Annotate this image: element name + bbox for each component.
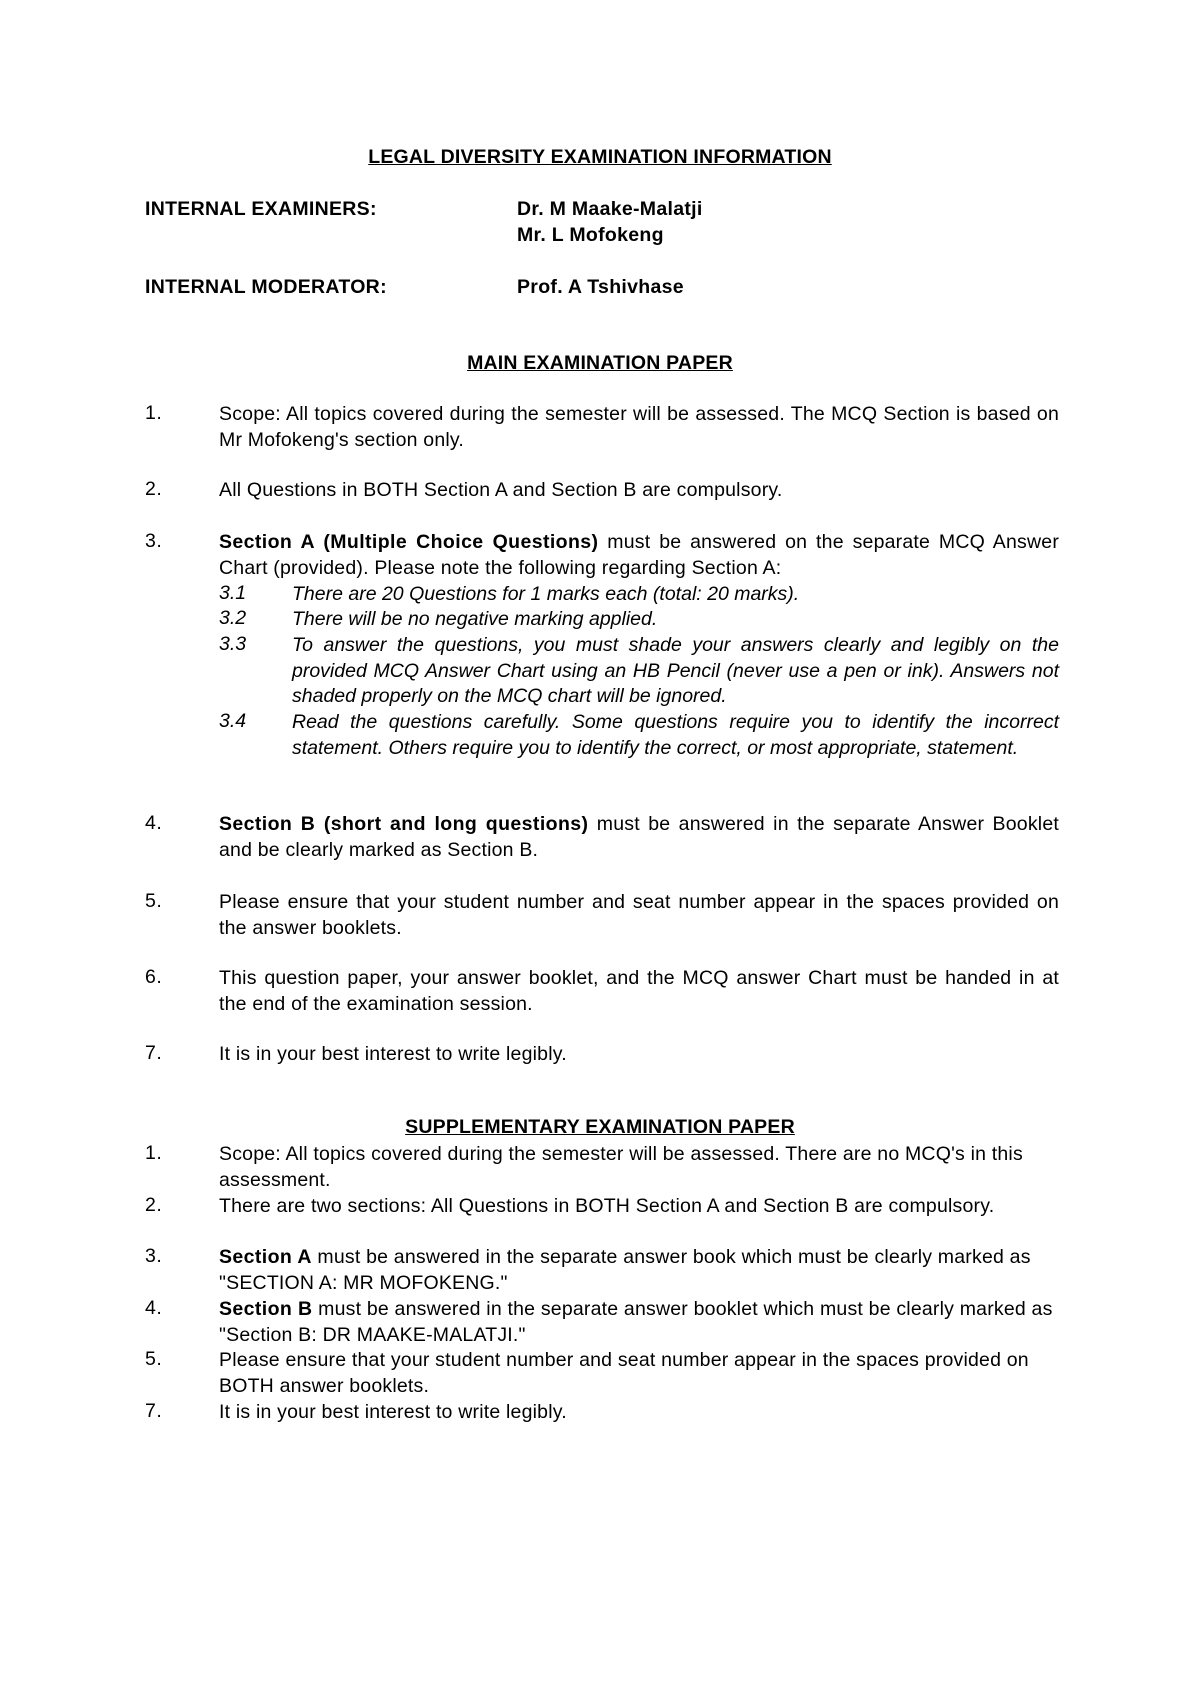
list-item-text: Scope: All topics covered during the semester will be assessed. The MCQ Section is based on Mr Mofokeng's section only. (219, 403, 1059, 451)
list-item-text: Scope: All topics covered during the semester will be assessed. There are no MCQ's in this assessment. (219, 1143, 1023, 1191)
subitem-number: 3.1 (219, 582, 247, 604)
list-item-text: Section A must be answered in the separate answer book which must be clearly marked as "SECTION A: MR MOFOKENG." (219, 1246, 1031, 1294)
list-item-bold: Section A (219, 1246, 312, 1268)
list-item-number: 3. (145, 530, 163, 552)
list-item-text: Please ensure that your student number and seat number appear in the spaces provided on BOTH answer booklets. (219, 1349, 1029, 1397)
list-item-number: 1. (145, 402, 163, 424)
subitem-number: 3.4 (219, 710, 247, 732)
list-item-bold: Section A (Multiple Choice Questions) (219, 531, 599, 553)
subitem-text: There are 20 Questions for 1 marks each (total: 20 marks). (292, 583, 800, 605)
subitem-text: There will be no negative marking applied. (292, 608, 658, 630)
internal-moderator-label: INTERNAL MODERATOR: (145, 276, 387, 298)
list-item-number: 5. (145, 1348, 163, 1370)
list-item-text: Section A (Multiple Choice Questions) must be answered on the separate MCQ Answer Chart (provided). Please note the following regarding Section A: (219, 531, 1060, 579)
document-title: LEGAL DIVERSITY EXAMINATION INFORMATION (368, 146, 832, 168)
list-item-number: 3. (145, 1245, 163, 1267)
list-item-text: Section B must be answered in the separate answer booklet which must be clearly marked as "Section B: DR MAAKE-MALATJI." (219, 1298, 1053, 1346)
subitem-text: Read the questions carefully. Some questions require you to identify the incorrect statement. Others require you to identify the correct, or most appropriate, statement. (292, 711, 1059, 759)
list-item-bold: Section B (219, 1298, 313, 1320)
list-item-number: 7. (145, 1400, 163, 1422)
internal-examiners-label: INTERNAL EXAMINERS: (145, 198, 377, 220)
subitem-number: 3.2 (219, 607, 247, 629)
subitem-text: To answer the questions, you must shade your answers clearly and legibly on the provided MCQ Answer Chart using an HB Pencil (never use a pen or ink). Answers not shaded properly on the MCQ chart will be ignored. (292, 634, 1059, 708)
list-item-text: It is in your best interest to write legibly. (219, 1401, 567, 1423)
list-item-number: 2. (145, 478, 163, 500)
main-exam-heading: MAIN EXAMINATION PAPER (467, 352, 733, 374)
list-item-text: It is in your best interest to write legibly. (219, 1043, 567, 1065)
list-item-text: Please ensure that your student number and seat number appear in the spaces provided on the answer booklets. (219, 891, 1059, 939)
list-item-text: There are two sections: All Questions in BOTH Section A and Section B are compulsory. (219, 1195, 995, 1217)
examiner-name: Mr. L Mofokeng (517, 224, 664, 246)
list-item-number: 6. (145, 966, 163, 988)
moderator-name: Prof. A Tshivhase (517, 276, 684, 298)
list-item-text: This question paper, your answer booklet, and the MCQ answer Chart must be handed in at the end of the examination session. (219, 967, 1059, 1015)
list-item-number: 4. (145, 812, 163, 834)
subitem-number: 3.3 (219, 633, 247, 655)
supplementary-exam-heading: SUPPLEMENTARY EXAMINATION PAPER (405, 1116, 795, 1138)
list-item-text: All Questions in BOTH Section A and Section B are compulsory. (219, 479, 783, 501)
list-item-number: 2. (145, 1194, 163, 1216)
list-item-bold: Section B (short and long questions) (219, 813, 589, 835)
list-item-number: 7. (145, 1042, 163, 1064)
list-item-number: 1. (145, 1142, 163, 1164)
list-item-number: 4. (145, 1297, 163, 1319)
examiner-name: Dr. M Maake-Malatji (517, 198, 703, 220)
list-item-text: Section B (short and long questions) must be answered in the separate Answer Booklet and be clearly marked as Section B. (219, 813, 1059, 861)
list-item-number: 5. (145, 890, 163, 912)
